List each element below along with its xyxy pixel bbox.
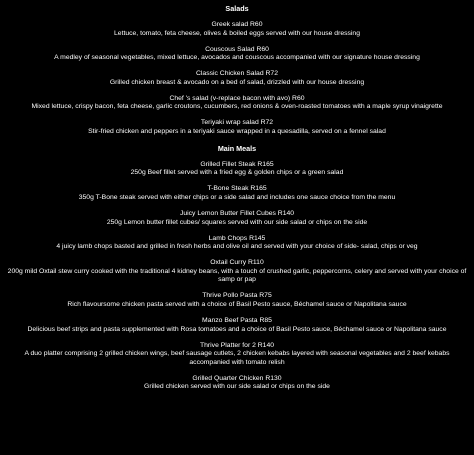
item-name: Grilled Quarter Chicken R130 [192, 374, 282, 382]
menu-item [0, 21, 474, 38]
item-name: Thrive Pollo Pasta R75 [202, 292, 272, 300]
item-name: Greek salad R60 [211, 21, 263, 28]
item-name: Grilled Fillet Steak R165 [200, 160, 274, 168]
menu-item [0, 46, 474, 63]
menu-item [0, 95, 474, 112]
menu-item [0, 210, 474, 227]
item-description: 200g mild Oxtail stew curry cooked with the traditional 4 kidney beans, with a touch of crushed garlic, peppercorns, celery and served with your choice of samp or pap [7, 267, 467, 284]
item-description: 350g T-Bone steak served with either chips or a side salad and includes one sauce choice from the menu [78, 194, 396, 202]
item-name: Thrive Platter for 2 R140 [199, 341, 275, 349]
item-description: A duo platter comprising 2 grilled chicken wings, beef sausage cutlets, 2 chicken kebabs layered with seasonal vegetables and 2 beef kebabs accompanied with tomato relish [24, 350, 450, 366]
menu-item [0, 119, 474, 136]
section-title: Salads [225, 4, 249, 13]
item-description: 250g Beef fillet served with a fried egg & golden chips or a green salad [130, 169, 344, 177]
item-description: Stir-fried chicken and peppers in a teriyaki sauce wrapped in a quesadilla, served on a fennel salad [88, 127, 386, 135]
menu-item [0, 70, 474, 87]
item-description: Lettuce, tomato, feta cheese, olives & boiled eggs served with our house dressing [114, 29, 360, 37]
item-name: T-Bone Steak R165 [207, 185, 267, 193]
item-name: Couscous Salad R60 [205, 45, 269, 53]
menu-item [0, 161, 474, 178]
item-description: Mixed lettuce, crispy bacon, feta cheese, garlic croutons, cucumbers, red onions & oven-roasted tomatoes with a maple syrup vinaigrette [31, 103, 443, 111]
item-description: Grilled chicken breast & avocado on a bed of salad, drizzled with our house dressing [109, 78, 365, 86]
menu-item [0, 292, 474, 309]
menu-item [0, 235, 474, 252]
item-description: 250g Lemon butter fillet cubes/ squares served with our side salad or chips on the side [106, 218, 368, 226]
menu-item [0, 375, 474, 392]
menu-item [0, 259, 474, 285]
menu-item [0, 342, 474, 368]
item-description: Grilled chicken served with our side salad or chips on the side [144, 383, 330, 391]
section-title: Main Meals [217, 143, 257, 153]
item-name: Classic Chicken Salad R72 [196, 70, 278, 78]
section-salads [0, 4, 474, 144]
item-name: Manzo Beef Pasta R85 [202, 316, 272, 324]
item-description: 4 juicy lamb chops basted and grilled in fresh herbs and olive oil and served with your choice of side- salad, chips or veg [56, 243, 418, 251]
item-name: Oxtail Curry R110 [210, 259, 264, 267]
item-name: Chef 's salad (v-replace bacon with avo) R60 [169, 94, 305, 102]
section-main-meals [0, 144, 474, 392]
menu-item [0, 185, 474, 202]
item-description: Rich flavoursome chicken pasta served with a choice of Basil Pesto sauce, Béchamel sauce or Napolitana sauce [67, 300, 407, 308]
item-name: Juicy Lemon Butter Fillet Cubes R140 [179, 210, 295, 218]
item-description: Delicious beef strips and pasta supplemented with Rosa tomatoes and a choice of Basil Pesto sauce, Béchamel sauce or Napolitana sauce [27, 325, 447, 333]
item-name: Lamb Chops R145 [208, 234, 266, 242]
item-description: A medley of seasonal vegetables, mixed lettuce, avocados and couscous accompanied with our signature house dressing [54, 54, 420, 62]
menu-item [0, 317, 474, 334]
item-name: Teriyaki wrap salad R72 [200, 119, 274, 127]
